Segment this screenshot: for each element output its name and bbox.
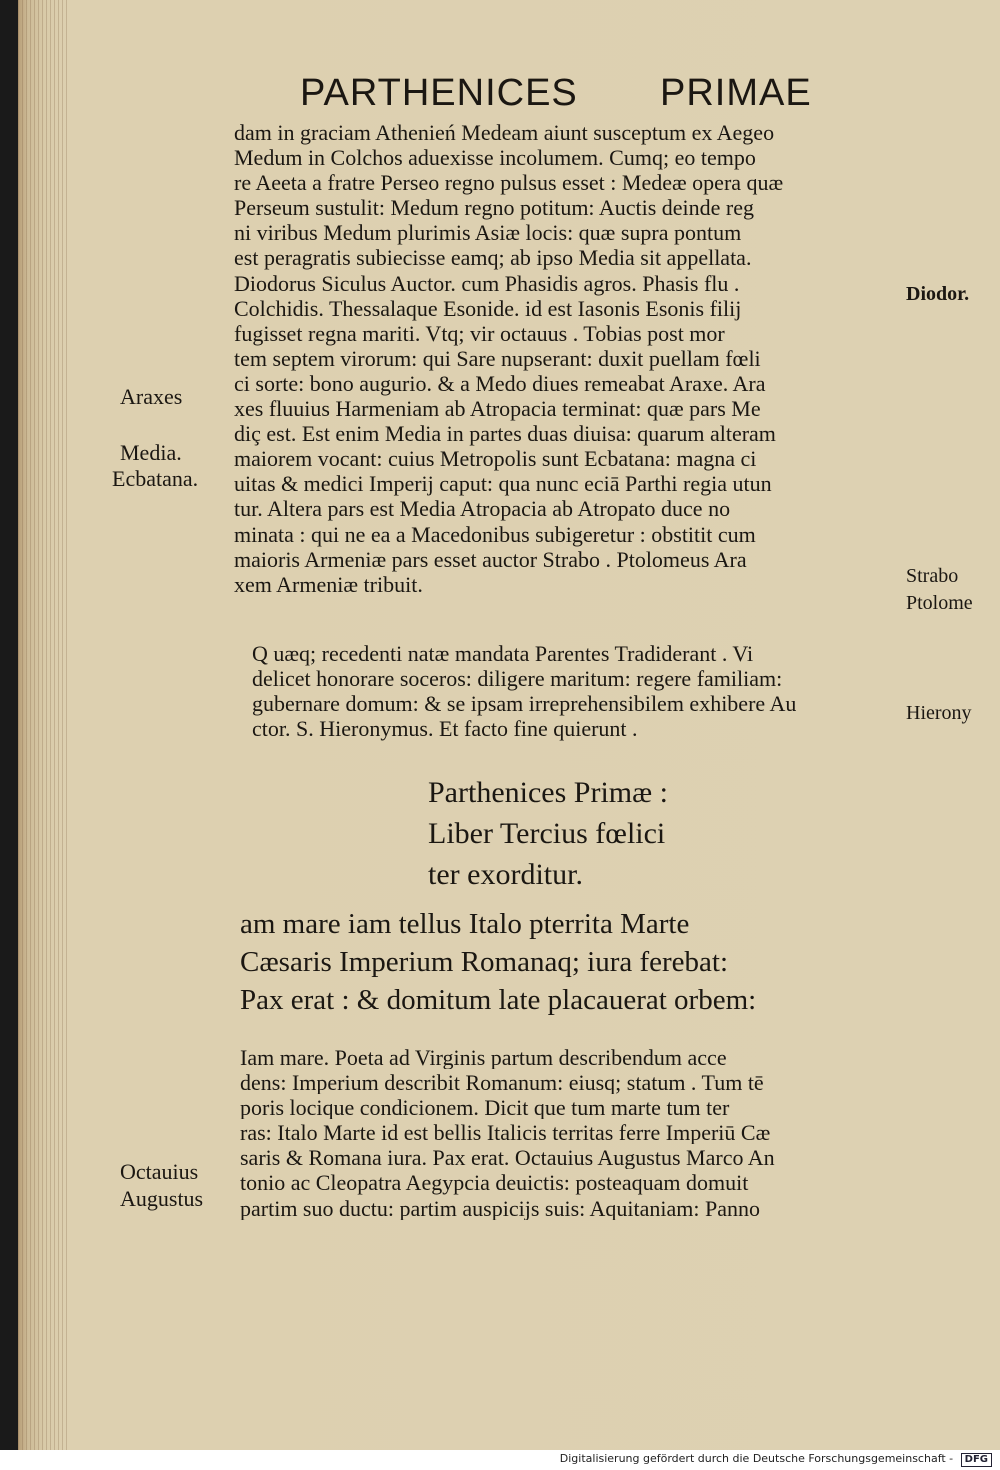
- commentary-line: tur. Altera pars est Media Atropacia ab Atropato duce no: [234, 496, 731, 522]
- verse-line: Cæsaris Imperium Romanaq; iura ferebat:: [240, 946, 729, 978]
- commentary-line: Colchidis. Thessalaque Esonide. id est Iasonis Esonis filij: [234, 295, 742, 321]
- commentary-line: Perseum sustulit: Medum regno potitum: Auctis deinde reg: [234, 195, 754, 221]
- commentary-line: maiorem vocant: cuius Metropolis sunt Ecbatana: magna ci: [234, 446, 757, 472]
- commentary-line: Medum in Colchos aduexisse incolumem. Cumq; eo tempo: [234, 145, 756, 171]
- commentary-line: ctor. S. Hieronymus. Et facto fine quierunt .: [252, 716, 638, 742]
- commentary-line: uitas & medici Imperij caput: qua nunc eciā Parthi regia utun: [234, 471, 772, 497]
- commentary-line: ni viribus Medum plurimis Asiæ locis: quæ supra pontum: [234, 220, 742, 246]
- commentary-line: xes fluuius Harmeniam ab Atropacia terminat: quæ pars Me: [234, 396, 761, 422]
- page-stack-edge: [18, 0, 70, 1450]
- verse-line: am mare iam tellus Italo pterrita Marte: [240, 908, 690, 940]
- colophon-line: Parthenices Primæ :: [428, 776, 668, 809]
- commentary-line: ci sorte: bono augurio. & a Medo diues remeabat Araxe. Ara: [234, 370, 766, 396]
- commentary-line: minata : qui ne ea a Macedonibus subigeretur : obstitit cum: [234, 521, 756, 547]
- commentary-line: gubernare domum: & se ipsam irreprehensibilem exhibere Au: [252, 691, 797, 717]
- dfg-logo-icon: DFG: [961, 1453, 992, 1467]
- margin-note-strabo: Strabo: [906, 565, 959, 587]
- commentary-line: tem septem virorum: qui Sare nupserant: duxit puellam fœli: [234, 345, 761, 371]
- colophon-line: Liber Tercius fœlici: [428, 817, 666, 850]
- margin-note-diodor: Diodor.: [906, 283, 970, 305]
- commentary-line: saris & Romana iura. Pax erat. Octauius Augustus Marco An: [240, 1145, 775, 1170]
- commentary-line: xem Armeniæ tribuit.: [234, 571, 423, 597]
- margin-note-ecbatana: Ecbatana.: [112, 466, 199, 491]
- commentary-line: poris locique condicionem. Dicit que tum marte tum ter: [240, 1095, 730, 1120]
- book-colophon: [428, 772, 668, 895]
- commentary-line: Iam mare. Poeta ad Virginis partum describendum acce: [240, 1045, 727, 1070]
- footer-credit: Digitalisierung gefördert durch die Deutsche Forschungsgemeinschaft -: [559, 1452, 954, 1465]
- margin-note-media: Media.: [120, 440, 182, 465]
- digitization-footer: [0, 1450, 1000, 1470]
- commentary-line: dens: Imperium describit Romanum: eiusq; statum . Tum tē: [240, 1070, 764, 1095]
- commentary-line: partim suo ductu: partim auspicijs suis: Aquitaniam: Panno: [240, 1195, 761, 1220]
- running-head-right: PRIMAE: [660, 72, 812, 114]
- commentary-line: ras: Italo Marte id est bellis Italicis territas ferre Imperiū Cæ: [240, 1120, 771, 1145]
- margin-note-ptolome: Ptolome: [906, 592, 973, 614]
- commentary-line: diç est. Est enim Media in partes duas diuisa: quarum alteram: [234, 421, 776, 447]
- commentary-line: maioris Armeniæ pars esset auctor Strabo . Ptolomeus Ara: [234, 546, 747, 572]
- commentary-line: Q uæq; recedenti natæ mandata Parentes Tradiderant . Vi: [252, 641, 754, 666]
- commentary-mid: [252, 641, 796, 741]
- margin-note-octauius: Octauius: [120, 1159, 199, 1184]
- commentary-line: fugisset regna mariti. Vtq; vir octauus . Tobias post mor: [234, 320, 725, 346]
- margin-note-hierony: Hierony: [906, 702, 972, 724]
- commentary-line: dam in graciam Athenień Medeam aiunt susceptum ex Aegeo: [234, 120, 775, 145]
- margin-note-araxes: Araxes: [120, 384, 183, 409]
- commentary-line: re Aeeta a fratre Perseo regno pulsus esset : Medeæ opera quæ: [234, 170, 784, 196]
- verse-line: Pax erat : & domitum late placauerat orbem:: [240, 984, 757, 1016]
- commentary-line: tonio ac Cleopatra Aegypcia deuictis: posteaquam domuit: [240, 1170, 749, 1195]
- margin-note-augustus: Augustus: [120, 1186, 204, 1211]
- commentary-line: Diodorus Siculus Auctor. cum Phasidis agros. Phasis flu .: [234, 270, 740, 296]
- verse-lines: [240, 905, 756, 1019]
- running-head-left: PARTHENICES: [300, 72, 578, 114]
- colophon-line: ter exorditur.: [428, 858, 583, 891]
- commentary-bottom: [240, 1044, 775, 1220]
- commentary-line: est peragratis subiecisse eamq; ab ipso Media sit appellata.: [234, 245, 752, 271]
- commentary-top: [234, 120, 783, 597]
- commentary-line: delicet honorare soceros: diligere maritum: regere familiam:: [252, 666, 783, 692]
